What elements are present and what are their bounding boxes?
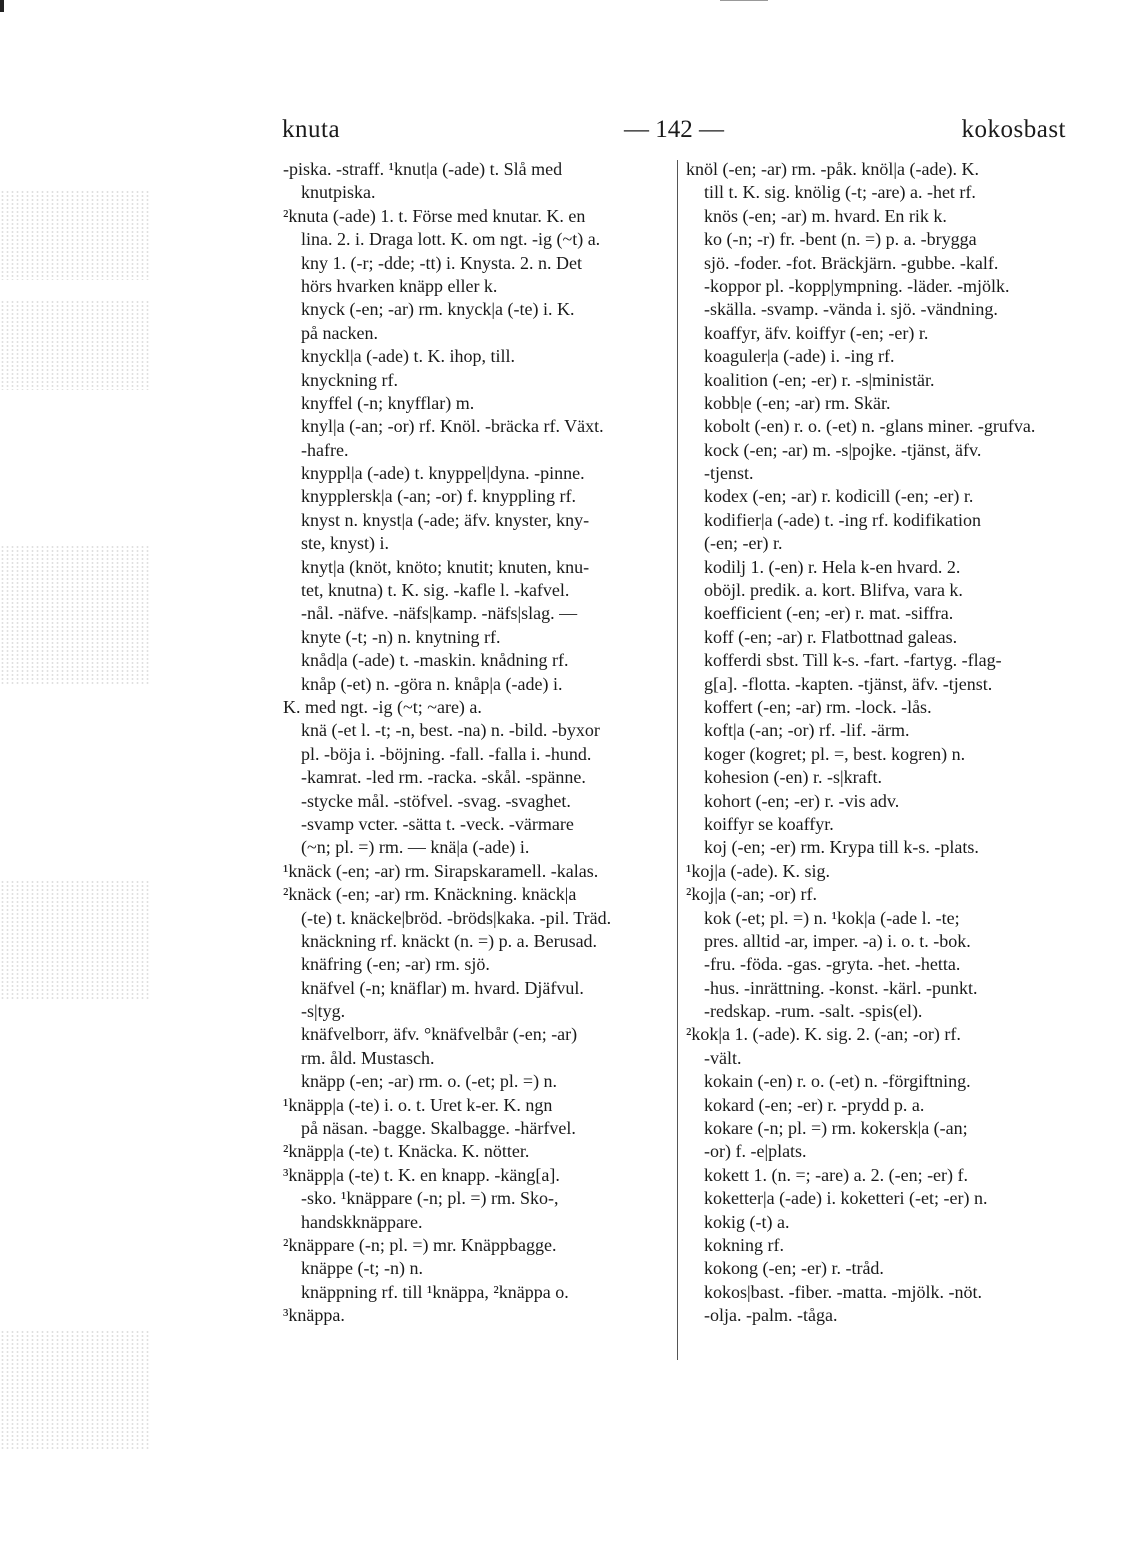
left-column bbox=[283, 158, 668, 1328]
entry-line: knä (-et l. -t; -n, best. -na) n. -bild. -byxor bbox=[301, 720, 600, 741]
entry-line: knypplersk|a (-an; -or) f. knyppling rf. bbox=[301, 486, 577, 507]
entry-line: ²kok|a 1. (-ade). K. sig. 2. (-an; -or) rf. bbox=[686, 1024, 961, 1045]
entry-line: knyck (-en; -ar) rm. knyck|a (-te) i. K. bbox=[301, 299, 575, 320]
entry-line: -nål. -näfve. -näfs|kamp. -näfs|slag. — bbox=[301, 603, 578, 624]
entry-line: koff (-en; -ar) r. Flatbottnad galeas. bbox=[704, 626, 958, 647]
entry-line: kokong (-en; -er) r. -tråd. bbox=[704, 1258, 884, 1279]
page-number: — 142 — bbox=[624, 116, 724, 143]
entry-line: -olja. -palm. -tåga. bbox=[704, 1305, 838, 1326]
entry-line: kokos|bast. -fiber. -matta. -mjölk. -nöt. bbox=[704, 1281, 983, 1302]
entry-line: pl. -böja i. -böjning. -fall. -falla i. -hund. bbox=[301, 743, 592, 764]
entry-line: ³knäpp|a (-te) t. K. en knapp. -käng[a]. bbox=[283, 1164, 560, 1185]
entry-line: (-te) t. knäcke|bröd. -bröds|kaka. -pil. Träd. bbox=[301, 907, 612, 928]
entry-line: knåd|a (-ade) t. -maskin. knådning rf. bbox=[301, 650, 569, 671]
entry-line: -koppor pl. -kopp|ympning. -läder. -mjölk. bbox=[704, 275, 1010, 296]
entry-line: knäpp (-en; -ar) rm. o. (-et; pl. =) n. bbox=[301, 1071, 558, 1092]
entry-line: kokain (-en) r. o. (-et) n. -förgiftning. bbox=[704, 1071, 971, 1092]
entry-line: ²knäpp|a (-te) t. Knäcka. K. nötter. bbox=[283, 1141, 530, 1162]
entry-line: knäckning rf. knäckt (n. =) p. a. Berusad. bbox=[301, 930, 598, 951]
entry-line: kokning rf. bbox=[704, 1234, 784, 1255]
bleed-through-texture bbox=[0, 300, 150, 390]
entry-line: -sko. ¹knäppare (-n; pl. =) rm. Sko-, bbox=[301, 1188, 559, 1209]
entry-line: kodex (-en; -ar) r. kodicill (-en; -er) r. bbox=[704, 486, 974, 507]
entry-line: ²knäck (-en; -ar) rm. Knäckning. knäck|a bbox=[283, 884, 577, 905]
entry-line: hörs hvarken knäpp eller k. bbox=[301, 275, 498, 296]
entry-line: -tjenst. bbox=[704, 463, 754, 484]
entry-line: g[a]. -flotta. -kapten. -tjänst, äfv. -tjenst. bbox=[704, 673, 993, 694]
entry-line: K. med ngt. -ig (~t; ~are) a. bbox=[283, 696, 482, 717]
entry-line: tet, knutna) t. K. sig. -kafle l. -kafvel. bbox=[301, 580, 570, 601]
entry-line: pres. alltid -ar, imper. -a) i. o. t. -bok. bbox=[704, 930, 971, 951]
entry-line: -redskap. -rum. -salt. -spis(el). bbox=[704, 1001, 923, 1022]
entry-line: knyst n. knyst|a (-ade; äfv. knyster, kny- bbox=[301, 509, 590, 530]
entry-line: kokare (-n; pl. =) rm. kokersk|a (-an; bbox=[704, 1118, 968, 1139]
entry-line: kobb|e (-en; -ar) rm. Skär. bbox=[704, 392, 891, 413]
entry-line: -piska. -straff. ¹knut|a (-ade) t. Slå med bbox=[283, 159, 563, 179]
entry-line: kodilj 1. (-en) r. Hela k-en hvard. 2. bbox=[704, 556, 961, 577]
bleed-through-texture bbox=[0, 190, 150, 280]
entry-line: kny 1. (-r; -dde; -tt) i. Knysta. 2. n. Det bbox=[301, 252, 582, 273]
entry-line: knyl|a (-an; -or) rf. Knöl. -bräcka rf. Växt. bbox=[301, 416, 604, 437]
entry-line: oböjl. predik. a. kort. Blifva, vara k. bbox=[704, 580, 963, 601]
entry-line: ste, knyst) i. bbox=[301, 533, 389, 554]
entry-line: knyppl|a (-ade) t. knyppel|dyna. -pinne. bbox=[301, 463, 585, 484]
entry-line: knutpiska. bbox=[301, 182, 376, 203]
entry-line: koalition (-en; -er) r. -s|ministär. bbox=[704, 369, 935, 390]
entry-line: koaffyr, äfv. koiffyr (-en; -er) r. bbox=[704, 322, 929, 343]
entry-line: koger (kogret; pl. =, best. kogren) n. bbox=[704, 743, 966, 764]
entry-line: ³knäppa. bbox=[283, 1305, 345, 1326]
entry-line: knyt|a (knöt, knöto; knutit; knuten, knu- bbox=[301, 556, 590, 577]
entry-line: kokig (-t) a. bbox=[704, 1211, 790, 1232]
entry-line: -kamrat. -led rm. -racka. -skål. -spänne. bbox=[301, 767, 586, 788]
running-header bbox=[282, 116, 1066, 150]
entry-line: knöl (-en; -ar) rm. -påk. knöl|a (-ade). K. bbox=[686, 159, 979, 179]
right-column bbox=[686, 158, 1070, 1328]
entry-line: -stycke mål. -stöfvel. -svag. -svaghet. bbox=[301, 790, 571, 811]
entry-line: kock (-en; -ar) m. -s|pojke. -tjänst, äfv. bbox=[704, 439, 982, 460]
entry-line: (-en; -er) r. bbox=[704, 533, 783, 554]
entry-line: rm. åld. Mustasch. bbox=[301, 1047, 435, 1068]
scan-edge-mark bbox=[0, 0, 4, 12]
entry-line: -svamp vcter. -sätta t. -veck. -värmare bbox=[301, 813, 574, 834]
entry-line: ²koj|a (-an; -or) rf. bbox=[686, 884, 817, 905]
entry-line: knyte (-t; -n) n. knytning rf. bbox=[301, 626, 501, 647]
entry-line: koj (-en; -er) rm. Krypa till k-s. -plats. bbox=[704, 837, 979, 858]
entry-line: handskknäppare. bbox=[301, 1211, 423, 1232]
entry-line: -or) f. -e|plats. bbox=[704, 1141, 807, 1162]
entry-line: ¹koj|a (-ade). K. sig. bbox=[686, 860, 830, 881]
entry-line: knäfvelborr, äfv. °knäfvelbår (-en; -ar) bbox=[301, 1024, 578, 1045]
entry-line: ¹knäpp|a (-te) i. o. t. Uret k-er. K. ngn bbox=[283, 1094, 553, 1115]
bleed-through-texture bbox=[0, 1330, 150, 1450]
entry-line: -vält. bbox=[704, 1047, 742, 1068]
entry-line: kohesion (-en) r. -s|kraft. bbox=[704, 767, 883, 788]
entry-line: kodifier|a (-ade) t. -ing rf. kodifikation bbox=[704, 509, 982, 530]
entry-line: sjö. -foder. -fot. Bräckjärn. -gubbe. -kalf. bbox=[704, 252, 999, 273]
column-divider bbox=[677, 160, 678, 1360]
entry-line: knyffel (-n; knyfflar) m. bbox=[301, 392, 475, 413]
entry-line: ko (-n; -r) fr. -bent (n. =) p. a. -brygga bbox=[704, 229, 977, 250]
entry-line: kohort (-en; -er) r. -vis adv. bbox=[704, 790, 900, 811]
entry-line: lina. 2. i. Draga lott. K. om ngt. -ig (~t) a. bbox=[301, 229, 601, 250]
entry-line: kokett 1. (n. =; -are) a. 2. (-en; -er) f. bbox=[704, 1164, 969, 1185]
bleed-through-texture bbox=[0, 880, 150, 1000]
top-edge-rule bbox=[720, 0, 768, 1]
entry-line: kofferdi sbst. Till k-s. -fart. -fartyg. -flag- bbox=[704, 650, 1002, 671]
bleed-through-texture bbox=[0, 545, 150, 685]
entry-line: ²knuta (-ade) 1. t. Förse med knutar. K. en bbox=[283, 205, 586, 226]
entry-line: koft|a (-an; -or) rf. -lif. -ärm. bbox=[704, 720, 910, 741]
entry-line: knös (-en; -ar) m. hvard. En rik k. bbox=[704, 205, 947, 226]
entry-line: koiffyr se koaffyr. bbox=[704, 813, 834, 834]
entry-line: -s|tyg. bbox=[301, 1001, 346, 1022]
entry-line: knäppning rf. till ¹knäppa, ²knäppa o. bbox=[301, 1281, 569, 1302]
entry-line: knåp (-et) n. -göra n. knåp|a (-ade) i. bbox=[301, 673, 563, 694]
entry-line: koketter|a (-ade) i. koketteri (-et; -er) n. bbox=[704, 1188, 988, 1209]
entry-line: kok (-et; pl. =) n. ¹kok|a (-ade l. -te; bbox=[704, 907, 960, 928]
entry-line: på nacken. bbox=[301, 322, 378, 343]
header-first-word: knuta bbox=[282, 116, 341, 143]
entry-line: -hus. -inrättning. -konst. -kärl. -punkt. bbox=[704, 977, 978, 998]
entry-line: koaguler|a (-ade) i. -ing rf. bbox=[704, 346, 895, 367]
entry-line: ²knäppare (-n; pl. =) mr. Knäppbagge. bbox=[283, 1234, 557, 1255]
entry-line: (~n; pl. =) rm. — knä|a (-ade) i. bbox=[301, 837, 530, 858]
entry-line: knyckning rf. bbox=[301, 369, 398, 390]
entry-line: knäfring (-en; -ar) rm. sjö. bbox=[301, 954, 490, 975]
entry-line: koefficient (-en; -er) r. mat. -siffra. bbox=[704, 603, 954, 624]
entry-line: koffert (-en; -ar) rm. -lock. -lås. bbox=[704, 696, 932, 717]
entry-line: -hafre. bbox=[301, 439, 349, 460]
entry-line: knyckl|a (-ade) t. K. ihop, till. bbox=[301, 346, 516, 367]
entry-line: -skälla. -svamp. -vända i. sjö. -vändning. bbox=[704, 299, 998, 320]
header-last-word: kokosbast bbox=[961, 116, 1066, 143]
entry-line: -fru. -föda. -gas. -gryta. -het. -hetta. bbox=[704, 954, 961, 975]
entry-line: kokard (-en; -er) r. -prydd p. a. bbox=[704, 1094, 925, 1115]
entry-line: till t. K. sig. knölig (-t; -are) a. -het rf. bbox=[704, 182, 976, 203]
entry-line: knäfvel (-n; knäflar) m. hvard. Djäfvul. bbox=[301, 977, 584, 998]
entry-line: på näsan. -bagge. Skalbagge. -härfvel. bbox=[301, 1118, 576, 1139]
entry-line: ¹knäck (-en; -ar) rm. Sirapskaramell. -kalas. bbox=[283, 860, 599, 881]
entry-line: knäppe (-t; -n) n. bbox=[301, 1258, 423, 1279]
entry-line: kobolt (-en) r. o. (-et) n. -glans miner. -grufva. bbox=[704, 416, 1036, 437]
